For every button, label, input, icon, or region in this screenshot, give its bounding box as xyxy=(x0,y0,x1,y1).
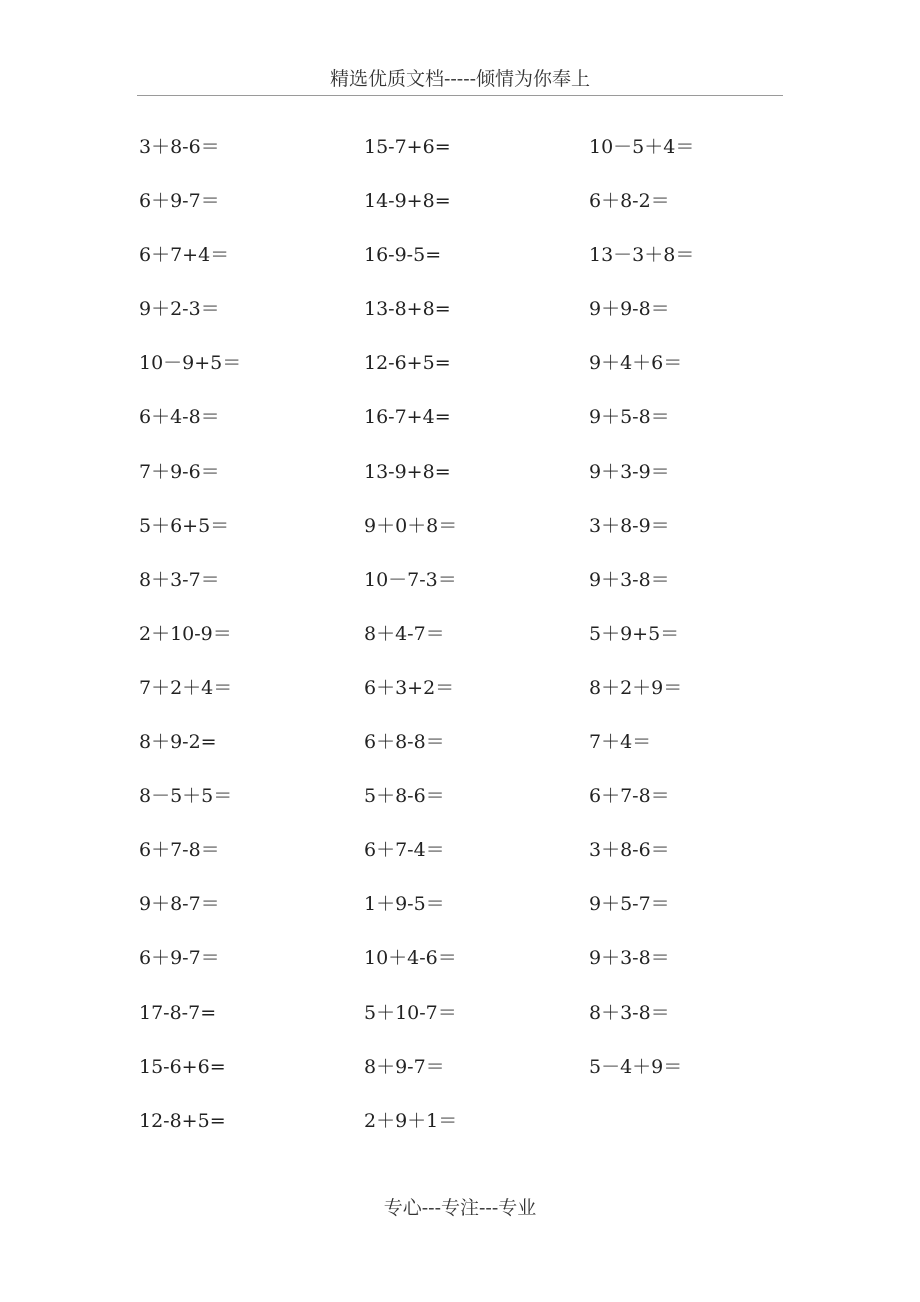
problem-row xyxy=(139,1107,779,1161)
problem-row xyxy=(139,566,779,620)
problem-row xyxy=(139,349,779,403)
problem-item: 6＋7+4＝ xyxy=(139,244,230,267)
problem-item: 6＋7-4＝ xyxy=(364,839,445,862)
problem-item: 9＋8-7＝ xyxy=(139,893,220,916)
problem-item: 3＋8-6＝ xyxy=(139,136,220,158)
problem-item: 9＋2-3＝ xyxy=(139,298,220,321)
problem-item: 8－5＋5＝ xyxy=(139,785,233,808)
problem-row xyxy=(139,187,779,241)
problem-item: 8＋2＋9＝ xyxy=(589,676,683,699)
problem-item: 8＋9-2= xyxy=(139,731,217,754)
problem-item: 17-8-7= xyxy=(139,1001,217,1024)
problem-item: 15-7+6= xyxy=(364,136,451,158)
problem-item: 16-9-5= xyxy=(364,244,442,267)
problem-row xyxy=(139,620,779,674)
problem-item: 6＋8-2＝ xyxy=(589,190,670,213)
problem-item: 13-9+8= xyxy=(364,460,451,483)
problem-item: 15-6+6= xyxy=(139,1055,226,1078)
header-divider xyxy=(137,95,783,96)
problem-item: 8＋3-8＝ xyxy=(589,1001,670,1024)
problem-row xyxy=(139,674,779,728)
problem-item: 6＋3+2＝ xyxy=(364,676,455,699)
problem-item: 7＋4＝ xyxy=(589,731,652,754)
problem-item: 5＋6+5＝ xyxy=(139,514,230,537)
problem-item: 5－4＋9＝ xyxy=(589,1055,683,1078)
problem-item: 9＋5-7＝ xyxy=(589,893,670,916)
problem-row xyxy=(139,999,779,1053)
problem-item: 9＋0＋8＝ xyxy=(364,514,458,537)
problem-item: 3＋8-6＝ xyxy=(589,839,670,862)
problem-item: 9＋3-8＝ xyxy=(589,568,670,591)
problem-row xyxy=(139,836,779,890)
problem-row xyxy=(139,133,779,187)
problem-item: 8＋3-7＝ xyxy=(139,568,220,591)
problem-item: 7＋2＋4＝ xyxy=(139,676,233,699)
problem-item: 6＋7-8＝ xyxy=(589,785,670,808)
problem-item: 9＋3-8＝ xyxy=(589,947,670,970)
problem-item: 9＋3-9＝ xyxy=(589,460,670,483)
problem-item: 9＋4＋6＝ xyxy=(589,352,683,375)
problem-row xyxy=(139,295,779,349)
problem-row xyxy=(139,728,779,782)
problem-row xyxy=(139,458,779,512)
problem-item: 5＋8-6＝ xyxy=(364,785,445,808)
problem-item: 5＋10-7＝ xyxy=(364,1001,457,1024)
problem-item: 12-8+5= xyxy=(139,1109,226,1132)
problem-item: 13－3＋8＝ xyxy=(589,244,695,267)
problem-item: 13-8+8= xyxy=(364,298,451,321)
problem-item: 10＋4-6＝ xyxy=(364,947,457,970)
problem-item: 14-9+8= xyxy=(364,190,451,213)
problem-item: 7＋9-6＝ xyxy=(139,460,220,483)
problem-row xyxy=(139,890,779,944)
problem-item: 6＋7-8＝ xyxy=(139,839,220,862)
problem-item: 8＋4-7＝ xyxy=(364,622,445,645)
problem-item: 16-7+4= xyxy=(364,406,451,429)
problem-item: 6＋9-7＝ xyxy=(139,947,220,970)
page-header: 精选优质文档-----倾情为你奉上 xyxy=(329,68,591,90)
problem-item: 10－7-3＝ xyxy=(364,568,457,591)
problem-item: 5＋9+5＝ xyxy=(589,622,680,645)
problem-row xyxy=(139,403,779,457)
problem-item: 2＋10-9＝ xyxy=(139,622,232,645)
problem-item: 6＋4-8＝ xyxy=(139,406,220,429)
problem-item: 9＋5-8＝ xyxy=(589,406,670,429)
problem-item: 2＋9＋1＝ xyxy=(364,1109,458,1132)
problem-item: 1＋9-5＝ xyxy=(364,893,445,916)
problem-item: 6＋9-7＝ xyxy=(139,190,220,213)
problem-row xyxy=(139,241,779,295)
problem-item: 8＋9-7＝ xyxy=(364,1055,445,1078)
problem-row xyxy=(139,944,779,998)
problem-item: 3＋8-9＝ xyxy=(589,514,670,537)
problem-row xyxy=(139,782,779,836)
problem-item: 10－9+5＝ xyxy=(139,352,242,375)
problem-item: 10－5＋4＝ xyxy=(589,136,695,158)
problem-item: 6＋8-8＝ xyxy=(364,731,445,754)
problem-item: 12-6+5= xyxy=(364,352,451,375)
problem-row xyxy=(139,512,779,566)
problem-row xyxy=(139,1053,779,1107)
problem-grid xyxy=(139,133,779,1161)
problem-item: 9＋9-8＝ xyxy=(589,298,670,321)
page-footer: 专心---专注---专业 xyxy=(383,1197,537,1219)
